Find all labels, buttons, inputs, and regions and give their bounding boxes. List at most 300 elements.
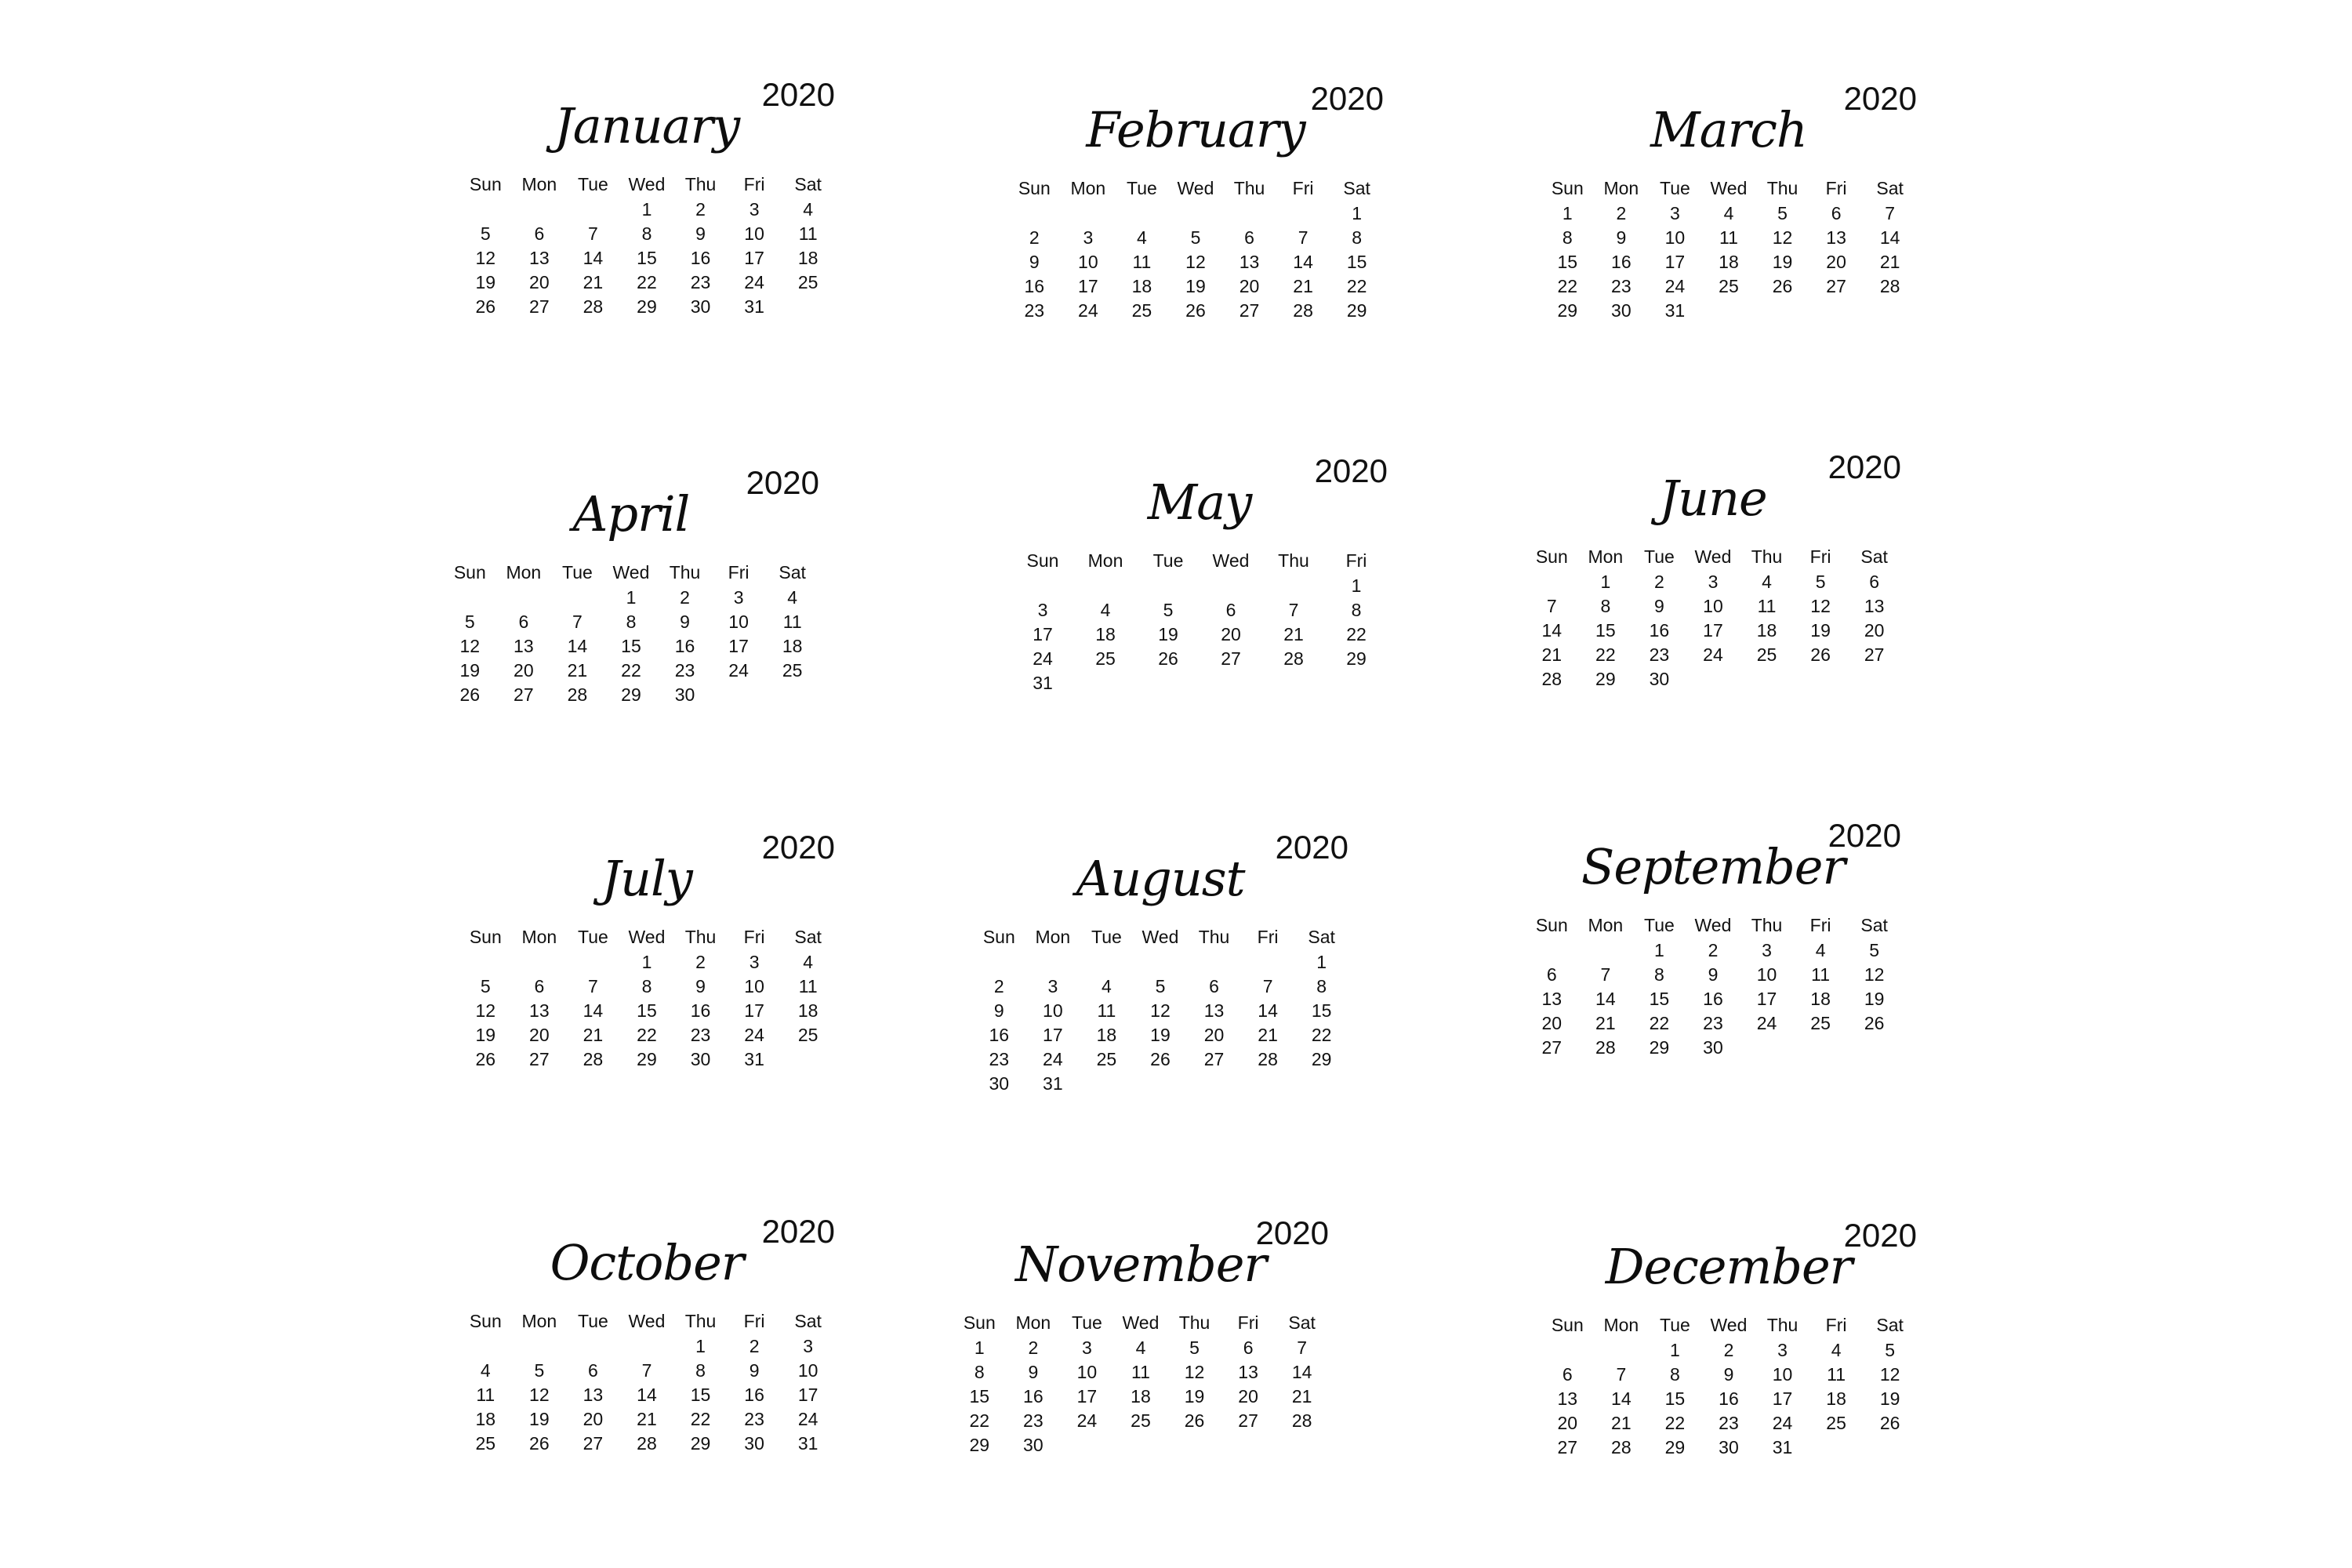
week-row xyxy=(443,683,819,707)
year-label: 2020 xyxy=(1310,80,1384,117)
day-cell: 5 xyxy=(534,1360,545,1381)
day-cell: 12 xyxy=(475,1000,496,1021)
weekday-label: Thu xyxy=(1278,550,1309,571)
day-cell: 3 xyxy=(1037,600,1048,620)
week-row xyxy=(1541,1363,1917,1387)
weekday-label: Sun xyxy=(453,561,486,583)
weekday-label: Wed xyxy=(628,1310,666,1331)
day-cell: 8 xyxy=(641,223,652,244)
calendar-grid xyxy=(1007,175,1384,323)
day-cell: 17 xyxy=(1772,1388,1793,1409)
day-cell: 10 xyxy=(797,1360,818,1381)
week-row xyxy=(972,1023,1348,1047)
weekday-label: Tue xyxy=(1644,914,1675,935)
week-row xyxy=(972,1072,1348,1096)
weekday-label: Fri xyxy=(743,926,765,947)
day-cell: 12 xyxy=(1184,1362,1205,1382)
day-cell: 27 xyxy=(1557,1437,1578,1457)
week-row xyxy=(1007,299,1384,323)
day-cell: 26 xyxy=(529,1433,550,1454)
weekday-header-row xyxy=(459,1308,835,1334)
day-cell: 19 xyxy=(1185,276,1206,296)
week-row xyxy=(1525,1036,1901,1060)
day-cell: 20 xyxy=(529,1025,550,1045)
day-cell: 13 xyxy=(1826,227,1846,248)
weekday-label: Mon xyxy=(521,1310,557,1331)
day-cell xyxy=(1275,1433,1329,1457)
weekday-label: Wed xyxy=(1694,914,1732,935)
day-cell xyxy=(513,1334,567,1359)
day-cell xyxy=(1755,299,1809,323)
day-cell xyxy=(1169,201,1223,226)
weekday-label: Tue xyxy=(578,1310,608,1331)
day-cell: 7 xyxy=(1616,1364,1627,1385)
day-cell: 27 xyxy=(1541,1037,1563,1058)
day-cell: 21 xyxy=(583,1025,604,1045)
day-cell: 1 xyxy=(1654,940,1664,960)
weekday-label: Sat xyxy=(1860,546,1888,567)
week-row xyxy=(972,999,1348,1023)
week-row xyxy=(1525,570,1901,594)
day-cell: 10 xyxy=(1664,227,1686,248)
week-row xyxy=(1525,963,1901,987)
day-cell: 24 xyxy=(1078,300,1098,321)
weekday-label: Mon xyxy=(1588,914,1624,935)
weekday-label: Thu xyxy=(684,926,717,947)
weekday-label: Sun xyxy=(1551,1314,1584,1335)
day-cell: 26 xyxy=(1864,1013,1885,1033)
day-cell: 7 xyxy=(1297,1338,1308,1358)
day-cell: 14 xyxy=(583,1000,604,1021)
day-cell: 4 xyxy=(1137,227,1147,248)
day-cell: 16 xyxy=(989,1025,1010,1045)
week-row xyxy=(443,634,819,659)
day-cell: 21 xyxy=(567,660,588,681)
weekday-label: Sun xyxy=(469,173,502,194)
day-cell: 19 xyxy=(1150,1025,1171,1045)
day-cell: 16 xyxy=(1023,1386,1044,1406)
day-cell: 20 xyxy=(1541,1013,1563,1033)
day-cell xyxy=(1847,667,1901,691)
week-row xyxy=(1011,647,1388,671)
month-name: February xyxy=(1086,101,1305,158)
weekday-label: Tue xyxy=(562,561,593,583)
day-cell: 16 xyxy=(690,1000,711,1021)
day-cell: 27 xyxy=(529,296,550,317)
weekday-label: Tue xyxy=(1072,1312,1102,1333)
day-cell: 10 xyxy=(1078,252,1098,272)
day-cell: 9 xyxy=(1723,1364,1734,1385)
day-cell: 26 xyxy=(475,1049,496,1069)
day-cell: 4 xyxy=(1815,940,1826,960)
weekday-label: Wed xyxy=(628,926,666,947)
day-cell xyxy=(1847,1036,1901,1060)
day-cell: 22 xyxy=(1649,1013,1670,1033)
week-row xyxy=(459,999,835,1023)
day-cell xyxy=(1579,938,1633,963)
day-cell: 25 xyxy=(797,272,818,292)
day-cell: 14 xyxy=(1293,252,1313,272)
weekday-label: Mon xyxy=(1070,177,1106,198)
day-cell xyxy=(765,683,819,707)
day-cell: 27 xyxy=(514,684,534,705)
day-cell: 1 xyxy=(1600,572,1611,592)
day-cell xyxy=(513,950,567,975)
week-row xyxy=(1525,1011,1901,1036)
month-august xyxy=(972,792,1348,1094)
day-cell: 21 xyxy=(1293,276,1313,296)
day-cell: 6 xyxy=(1243,1338,1254,1358)
day-cell: 4 xyxy=(480,1360,491,1381)
weekday-label: Mon xyxy=(1087,550,1123,571)
day-cell: 7 xyxy=(1262,976,1273,996)
day-cell xyxy=(781,1047,835,1072)
day-cell: 28 xyxy=(1258,1049,1278,1069)
day-cell xyxy=(1222,201,1276,226)
day-cell: 6 xyxy=(588,1360,598,1381)
day-cell xyxy=(1809,1436,1864,1460)
day-cell: 4 xyxy=(1102,976,1112,996)
day-cell: 27 xyxy=(1864,644,1885,665)
weekday-header-row xyxy=(1541,175,1917,201)
calendar-grid xyxy=(443,559,819,707)
weekday-label: Tue xyxy=(1644,546,1675,567)
week-row xyxy=(459,222,835,246)
day-cell: 7 xyxy=(1546,596,1557,616)
day-cell: 5 xyxy=(1155,976,1166,996)
day-cell: 25 xyxy=(797,1025,818,1045)
year-label: 2020 xyxy=(761,76,835,113)
day-cell: 21 xyxy=(1611,1413,1632,1433)
day-cell: 15 xyxy=(690,1385,711,1405)
day-cell: 18 xyxy=(1719,252,1739,272)
weekday-header-row xyxy=(972,924,1348,950)
weekday-label: Fri xyxy=(1237,1312,1259,1333)
day-cell: 11 xyxy=(798,976,818,996)
day-cell: 25 xyxy=(1131,1410,1151,1431)
day-cell xyxy=(443,586,497,610)
day-cell: 29 xyxy=(969,1435,990,1455)
day-cell: 21 xyxy=(1541,644,1563,665)
day-cell: 26 xyxy=(1772,276,1793,296)
day-cell: 4 xyxy=(1723,203,1734,223)
day-cell: 25 xyxy=(782,660,803,681)
day-cell: 11 xyxy=(1811,964,1831,985)
day-cell: 10 xyxy=(1703,596,1723,616)
day-cell: 11 xyxy=(1757,596,1777,616)
day-cell: 7 xyxy=(588,223,598,244)
week-row xyxy=(1541,1338,1917,1363)
day-cell: 24 xyxy=(1033,648,1053,669)
day-cell: 4 xyxy=(803,199,814,220)
day-cell xyxy=(1200,671,1262,695)
day-cell: 22 xyxy=(690,1409,711,1429)
day-cell: 15 xyxy=(637,248,657,268)
day-cell: 29 xyxy=(621,684,641,705)
day-cell: 14 xyxy=(1291,1362,1312,1382)
day-cell: 30 xyxy=(690,1049,711,1069)
day-cell: 12 xyxy=(529,1385,550,1405)
day-cell xyxy=(712,683,766,707)
weekday-label: Mon xyxy=(506,561,542,583)
day-cell: 7 xyxy=(641,1360,652,1381)
day-cell: 25 xyxy=(1756,644,1777,665)
weekday-label: Fri xyxy=(1292,177,1314,198)
month-july xyxy=(459,792,835,1090)
day-cell: 21 xyxy=(1595,1013,1616,1033)
day-cell: 10 xyxy=(728,612,749,632)
weekday-label: Thu xyxy=(1766,177,1798,198)
week-row xyxy=(1541,274,1917,299)
week-row xyxy=(953,1360,1329,1385)
day-cell xyxy=(1137,671,1200,695)
day-cell: 20 xyxy=(1557,1413,1578,1433)
week-row xyxy=(1525,987,1901,1011)
day-cell: 2 xyxy=(1029,227,1040,248)
weekday-label: Sun xyxy=(1535,914,1568,935)
weekday-label: Wed xyxy=(1142,926,1179,947)
day-cell: 6 xyxy=(1209,976,1219,996)
day-cell: 30 xyxy=(1649,669,1670,689)
month-november xyxy=(953,1178,1329,1475)
week-row xyxy=(459,975,835,999)
day-cell xyxy=(620,1334,674,1359)
day-cell: 23 xyxy=(690,272,711,292)
week-row xyxy=(972,950,1348,975)
weekday-label: Thu xyxy=(684,173,717,194)
day-cell: 11 xyxy=(476,1385,495,1405)
week-row xyxy=(1011,598,1388,622)
weekday-label: Fri xyxy=(728,561,750,583)
month-name: July xyxy=(601,850,692,907)
day-cell: 9 xyxy=(1654,596,1664,616)
weekday-label: Sat xyxy=(794,926,822,947)
weekday-label: Tue xyxy=(1127,177,1157,198)
day-cell: 17 xyxy=(1043,1025,1063,1045)
day-cell: 15 xyxy=(1664,1388,1686,1409)
weekday-label: Thu xyxy=(1178,1312,1210,1333)
day-cell: 28 xyxy=(637,1433,657,1454)
weekday-label: Wed xyxy=(1694,546,1732,567)
day-cell: 1 xyxy=(626,587,637,608)
day-cell: 26 xyxy=(1810,644,1831,665)
day-cell: 1 xyxy=(641,199,652,220)
day-cell: 30 xyxy=(1023,1435,1044,1455)
day-cell: 6 xyxy=(1244,227,1254,248)
day-cell: 13 xyxy=(1238,1362,1258,1382)
day-cell: 10 xyxy=(1043,1000,1063,1021)
day-cell xyxy=(1074,574,1137,598)
day-cell: 18 xyxy=(1756,620,1777,641)
day-cell: 5 xyxy=(464,612,475,632)
week-row xyxy=(1011,622,1388,647)
weekday-label: Fri xyxy=(1809,914,1831,935)
week-row xyxy=(953,1385,1329,1409)
weekday-label: Sat xyxy=(1876,177,1904,198)
day-cell xyxy=(1080,950,1134,975)
day-cell: 3 xyxy=(749,952,760,972)
day-cell: 9 xyxy=(695,223,706,244)
day-cell: 8 xyxy=(695,1360,706,1381)
day-cell: 6 xyxy=(1225,600,1236,620)
day-cell: 14 xyxy=(1541,620,1563,641)
week-row xyxy=(1541,201,1917,226)
day-cell: 19 xyxy=(1810,620,1831,641)
month-january xyxy=(459,39,835,337)
day-cell xyxy=(1074,671,1137,695)
day-cell: 6 xyxy=(534,976,545,996)
calendar-grid xyxy=(1525,912,1901,1060)
day-cell: 8 xyxy=(1670,1364,1680,1385)
day-cell: 8 xyxy=(641,976,652,996)
day-cell: 24 xyxy=(797,1409,818,1429)
day-cell: 1 xyxy=(695,1336,706,1356)
day-cell xyxy=(1595,1338,1649,1363)
day-cell: 25 xyxy=(1810,1013,1831,1033)
weekday-label: Fri xyxy=(1257,926,1279,947)
weekday-label: Sat xyxy=(1308,926,1335,947)
day-cell: 28 xyxy=(1541,669,1563,689)
day-cell xyxy=(1187,1072,1241,1096)
week-row xyxy=(459,198,835,222)
day-cell xyxy=(1200,574,1262,598)
day-cell: 4 xyxy=(1831,1340,1842,1360)
day-cell: 26 xyxy=(1879,1413,1900,1433)
weekday-label: Fri xyxy=(1825,177,1847,198)
day-cell: 20 xyxy=(1238,1386,1258,1406)
year-label: 2020 xyxy=(1828,448,1901,485)
day-cell: 22 xyxy=(637,272,657,292)
day-cell: 19 xyxy=(475,1025,496,1045)
week-row xyxy=(459,1359,835,1383)
weekday-header-row xyxy=(953,1309,1329,1336)
day-cell: 17 xyxy=(1033,624,1053,644)
day-cell xyxy=(459,198,513,222)
day-cell: 2 xyxy=(1028,1338,1039,1358)
day-cell: 20 xyxy=(514,660,534,681)
weekday-label: Sun xyxy=(982,926,1015,947)
day-cell: 3 xyxy=(733,587,744,608)
year-label: 2020 xyxy=(761,1213,835,1250)
weekday-header-row xyxy=(1525,543,1901,570)
day-cell: 10 xyxy=(1756,964,1777,985)
weekday-label: Mon xyxy=(1603,1314,1639,1335)
day-cell: 9 xyxy=(1616,227,1627,248)
day-cell xyxy=(1241,950,1295,975)
day-cell: 13 xyxy=(1541,989,1563,1009)
day-cell: 11 xyxy=(1827,1364,1846,1385)
day-cell: 3 xyxy=(803,1336,814,1356)
year-label: 2020 xyxy=(1255,1214,1329,1251)
day-cell: 6 xyxy=(534,223,545,244)
day-cell: 29 xyxy=(1595,669,1616,689)
day-cell: 22 xyxy=(1664,1413,1686,1433)
week-row xyxy=(459,1334,835,1359)
day-cell: 31 xyxy=(744,1049,764,1069)
week-row xyxy=(1525,667,1901,691)
day-cell: 15 xyxy=(1557,252,1578,272)
day-cell xyxy=(1062,201,1116,226)
week-row xyxy=(443,586,819,610)
day-cell: 17 xyxy=(744,1000,764,1021)
day-cell: 12 xyxy=(475,248,496,268)
day-cell: 15 xyxy=(1649,989,1670,1009)
day-cell: 26 xyxy=(1185,300,1206,321)
day-cell xyxy=(1525,938,1579,963)
day-cell: 24 xyxy=(744,272,764,292)
day-cell: 18 xyxy=(797,248,818,268)
day-cell: 27 xyxy=(1238,1410,1258,1431)
day-cell: 7 xyxy=(588,976,598,996)
weekday-label: Fri xyxy=(743,1310,765,1331)
day-cell: 14 xyxy=(567,636,588,656)
calendar-grid xyxy=(1011,547,1388,695)
month-march xyxy=(1541,43,1917,341)
weekday-label: Thu xyxy=(1751,914,1783,935)
day-cell: 17 xyxy=(1703,620,1723,641)
day-cell: 19 xyxy=(1864,989,1885,1009)
day-cell xyxy=(1134,1072,1188,1096)
day-cell: 2 xyxy=(1616,203,1627,223)
day-cell: 24 xyxy=(1756,1013,1777,1033)
day-cell: 14 xyxy=(583,248,604,268)
day-cell xyxy=(566,1334,620,1359)
week-row xyxy=(953,1336,1329,1360)
day-cell xyxy=(1026,950,1080,975)
month-october xyxy=(459,1176,835,1474)
day-cell xyxy=(1262,671,1325,695)
day-cell: 17 xyxy=(1756,989,1777,1009)
day-cell: 2 xyxy=(1654,572,1664,592)
day-cell: 16 xyxy=(1024,276,1045,296)
year-label: 2020 xyxy=(1314,452,1388,489)
week-row xyxy=(1541,250,1917,274)
day-cell: 13 xyxy=(514,636,534,656)
month-name: September xyxy=(1581,838,1846,895)
day-cell: 22 xyxy=(969,1410,990,1431)
weekday-label: Wed xyxy=(1177,177,1214,198)
day-cell: 12 xyxy=(1810,596,1831,616)
day-cell: 30 xyxy=(989,1073,1010,1094)
day-cell: 28 xyxy=(1879,276,1900,296)
day-cell: 8 xyxy=(1352,227,1363,248)
day-cell: 2 xyxy=(695,199,706,220)
day-cell: 29 xyxy=(1311,1049,1332,1069)
day-cell: 23 xyxy=(690,1025,711,1045)
day-cell xyxy=(459,950,513,975)
day-cell: 16 xyxy=(1703,989,1723,1009)
day-cell: 1 xyxy=(974,1338,985,1358)
day-cell: 13 xyxy=(583,1385,604,1405)
day-cell xyxy=(497,586,551,610)
week-row xyxy=(1011,671,1388,695)
day-cell xyxy=(1114,1433,1168,1457)
weekday-label: Sun xyxy=(963,1312,996,1333)
calendar-grid xyxy=(972,924,1348,1096)
day-cell: 2 xyxy=(695,952,706,972)
day-cell: 13 xyxy=(1557,1388,1578,1409)
day-cell: 14 xyxy=(1258,1000,1278,1021)
day-cell: 9 xyxy=(1029,252,1040,272)
weekday-label: Tue xyxy=(1660,177,1690,198)
day-cell: 29 xyxy=(690,1433,711,1454)
week-row xyxy=(1525,594,1901,619)
day-cell: 4 xyxy=(1100,600,1111,620)
month-name: November xyxy=(1014,1236,1267,1293)
day-cell: 10 xyxy=(744,976,764,996)
day-cell: 15 xyxy=(1595,620,1616,641)
day-cell: 19 xyxy=(1158,624,1178,644)
